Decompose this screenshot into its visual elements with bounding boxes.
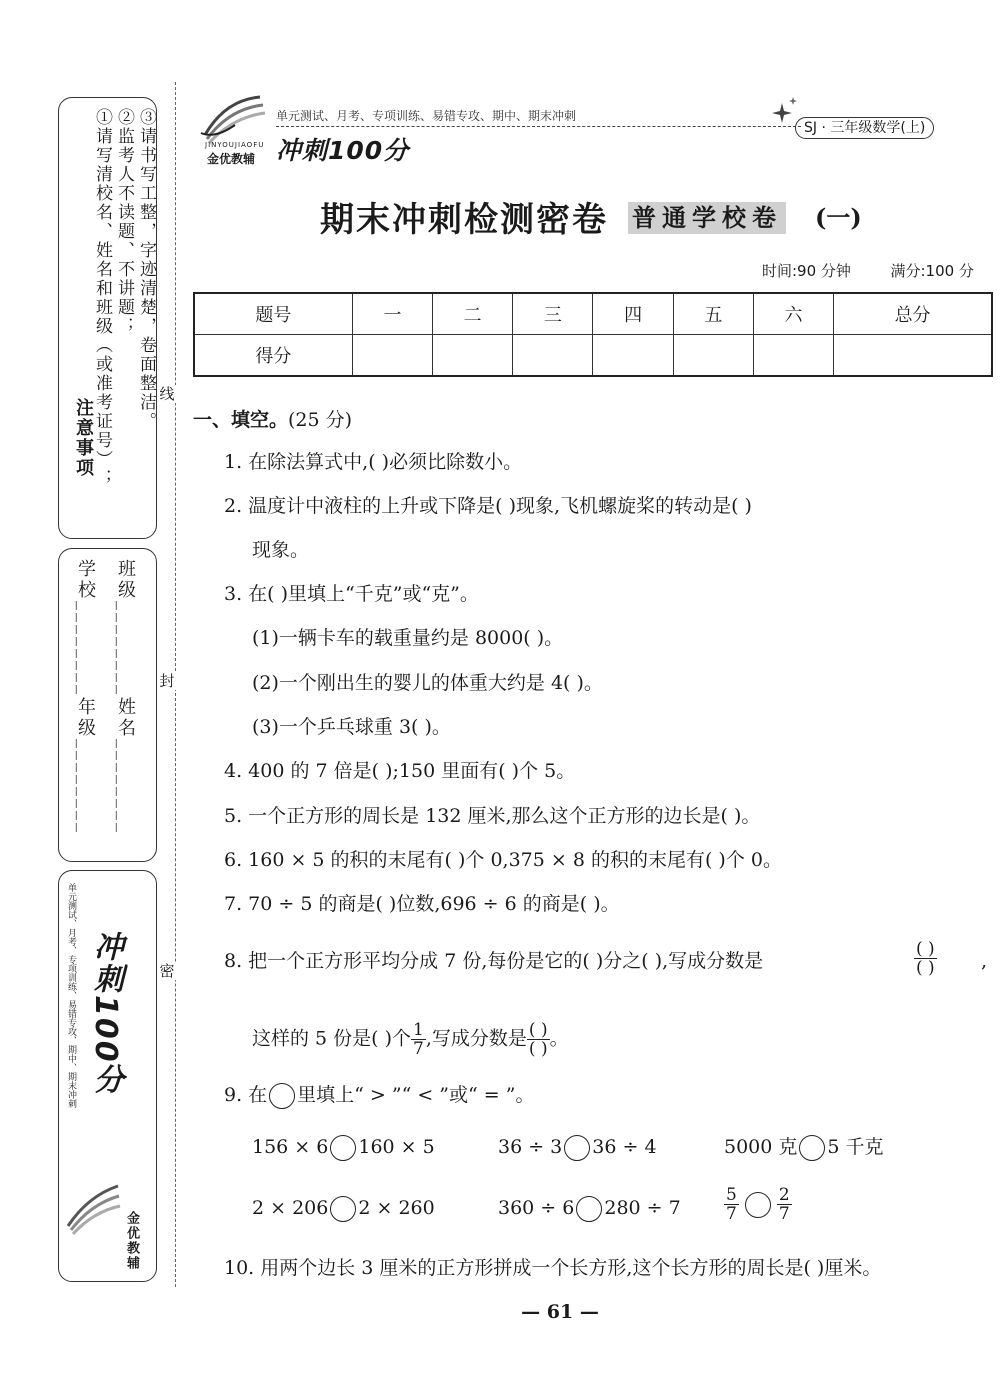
notice-box [58, 97, 157, 539]
fraction-denominator: ( ) [916, 958, 935, 978]
table-cell: 二 [433, 293, 513, 335]
question-10: 10. 用两个边长 3 厘米的正方形拼成一个长方形,这个长方形的周长是( )厘米。 [224, 1257, 882, 1279]
header-subtitle: 单元测试、月考、专项训练、易错专攻、期中、期末冲刺 [276, 109, 577, 123]
fraction-denominator: ( ) [528, 1039, 548, 1059]
page-number: — 61 — [521, 1301, 599, 1323]
score-table-score-row [194, 335, 992, 377]
score-table-header-row [194, 293, 992, 335]
header-brand-name: 金优教辅 [207, 152, 256, 166]
table-cell: 总分 [834, 293, 992, 335]
fraction-five-sevenths [724, 1186, 739, 1223]
compare-right: 2 × 260 [358, 1197, 435, 1219]
school-grade-field[interactable]: 学校________年级________ [75, 559, 96, 835]
fraction [914, 940, 937, 977]
question-9-a: 9. 在 [224, 1084, 268, 1106]
question-3: 3. 在( )里填上“千克”或“克”。 [224, 583, 479, 605]
notice-label: 注意事项 [73, 398, 94, 478]
compare-circle[interactable] [576, 1196, 602, 1222]
compare-right: 160 × 5 [358, 1136, 435, 1158]
question-2: 2. 温度计中液柱的上升或下降是( )现象,飞机螺旋桨的转动是( ) [224, 495, 752, 517]
header-title: 冲刺100分 [276, 136, 410, 165]
compare-left: 2 × 206 [252, 1197, 329, 1219]
exam-subtitle: 普通学校卷 [628, 202, 786, 234]
fraction-denominator: 7 [413, 1039, 424, 1059]
compare-left: 360 ÷ 6 [498, 1197, 575, 1219]
compare-right: 5 千克 [827, 1136, 884, 1158]
compare-left: 5000 克 [724, 1136, 798, 1158]
compare-left: 156 × 6 [252, 1136, 329, 1158]
notice-line-2: ②监考人不读题、不讲题； [114, 108, 134, 336]
compare-circle[interactable] [799, 1135, 825, 1161]
question-6: 6. 160 × 5 的积的末尾有( )个 0,375 × 8 的积的末尾有( )个 0。 [224, 849, 782, 871]
table-cell: 四 [593, 293, 673, 335]
fraction-two-sevenths [777, 1186, 792, 1223]
question-8-line2-b: ,写成分数是 [425, 1027, 527, 1050]
brand-logo-icon [63, 1176, 123, 1236]
score-input-cell[interactable] [352, 335, 432, 377]
compare-item-4 [252, 1196, 435, 1222]
question-9-b: 里填上“ > ”“ < ”或“ = ”。 [297, 1084, 535, 1106]
fraction-denominator: 7 [726, 1204, 737, 1224]
header-dash-line [276, 126, 801, 127]
score-input-cell[interactable] [593, 335, 673, 377]
grade-tag: SJ · 三年级数学(上) [795, 117, 934, 139]
notice-line-3: ③请书写工整，字迹清楚，卷面整洁。 [136, 108, 156, 431]
student-info-box [58, 548, 157, 862]
exam-time-score [762, 260, 974, 281]
compare-right: 280 ÷ 7 [604, 1197, 681, 1219]
compare-item-3 [724, 1135, 884, 1161]
score-input-cell[interactable] [433, 335, 513, 377]
table-cell: 一 [352, 293, 432, 335]
compare-circle[interactable] [564, 1135, 590, 1161]
brand-subtitle: 单元测试、月考、专项训练、易错专攻、期中、期末冲刺 [66, 883, 76, 1108]
compare-item-5 [498, 1196, 681, 1222]
question-5: 5. 一个正方形的周长是 132 厘米,那么这个正方形的边长是( )。 [224, 805, 761, 827]
compare-circle[interactable] [330, 1196, 356, 1222]
exam-time: 时间:90 分钟 [762, 262, 851, 280]
section-1-points: (25 分) [288, 409, 353, 431]
fraction-numerator: 2 [778, 1185, 790, 1205]
question-8-comma: , [981, 950, 988, 972]
question-3-1: (1)一辆卡车的载重量约是 8000( )。 [252, 627, 564, 649]
question-1: 1. 在除法算式中,( )必须比除数小。 [224, 451, 523, 473]
class-name-field[interactable]: 班级________姓名________ [115, 559, 136, 835]
brand-title: 冲刺100分 [88, 931, 123, 1096]
fraction-blank-2[interactable] [527, 1021, 550, 1058]
section-1-title: 一、填空。 [193, 409, 289, 431]
question-7: 7. 70 ÷ 5 的商是( )位数,696 ÷ 6 的商是( )。 [224, 893, 620, 915]
exam-subtitle-number: (一) [815, 203, 862, 232]
brand-name: 金优教辅 [124, 1211, 139, 1271]
question-4: 4. 400 的 7 倍是( );150 里面有( )个 5。 [224, 760, 576, 782]
compare-circle[interactable] [269, 1083, 295, 1109]
question-8-line2 [252, 1021, 569, 1058]
sparkle-icon [768, 95, 798, 127]
score-input-cell[interactable] [753, 335, 833, 377]
table-cell: 六 [753, 293, 833, 335]
exam-full-score: 满分:100 分 [890, 262, 974, 280]
compare-item-6 [724, 1186, 792, 1223]
question-3-3: (3)一个乒乓球重 3( )。 [252, 716, 451, 738]
score-input-cell[interactable] [673, 335, 753, 377]
header-brand-pinyin: JINYOUJIAOFU [205, 141, 265, 149]
cut-word-feng: 封 [159, 672, 175, 690]
question-9 [224, 1083, 534, 1109]
fraction-numerator: 1 [413, 1020, 424, 1040]
fraction-blank-1[interactable] [914, 940, 937, 977]
notice-line-1: ①请写清校名、姓名和班级（或准考证号）； [92, 108, 112, 488]
question-3-2: (2)一个刚出生的婴儿的体重大约是 4( )。 [252, 672, 603, 694]
question-8: 8. 把一个正方形平均分成 7 份,每份是它的( )分之( ),写成分数是 [224, 950, 764, 972]
fraction-numerator: ( ) [528, 1020, 548, 1040]
exam-title: 期末冲刺检测密卷 [320, 200, 608, 240]
compare-circle[interactable] [745, 1192, 771, 1218]
cut-word-xian: 线 [159, 385, 175, 403]
compare-item-2 [498, 1135, 657, 1161]
question-8-line2-a: 这样的 5 份是( )个 [252, 1027, 412, 1050]
fraction-one-seventh [411, 1021, 426, 1058]
section-1-heading [193, 405, 352, 432]
table-cell: 得分 [194, 335, 352, 377]
compare-item-1 [252, 1135, 435, 1161]
compare-left: 36 ÷ 3 [498, 1136, 563, 1158]
score-table [193, 292, 993, 377]
question-2-cont: 现象。 [252, 539, 310, 561]
score-input-cell[interactable] [834, 335, 992, 377]
table-cell: 题号 [194, 293, 352, 335]
table-cell: 五 [673, 293, 753, 335]
score-input-cell[interactable] [513, 335, 593, 377]
question-8-period: 。 [549, 1027, 569, 1050]
fraction-numerator: ( ) [916, 939, 935, 959]
fraction-numerator: 5 [726, 1185, 737, 1205]
fraction-denominator: 7 [778, 1204, 790, 1224]
brand-box [58, 870, 157, 1282]
compare-right: 36 ÷ 4 [592, 1136, 657, 1158]
cut-word-mi: 密 [159, 962, 175, 980]
table-cell: 三 [513, 293, 593, 335]
compare-circle[interactable] [330, 1135, 356, 1161]
